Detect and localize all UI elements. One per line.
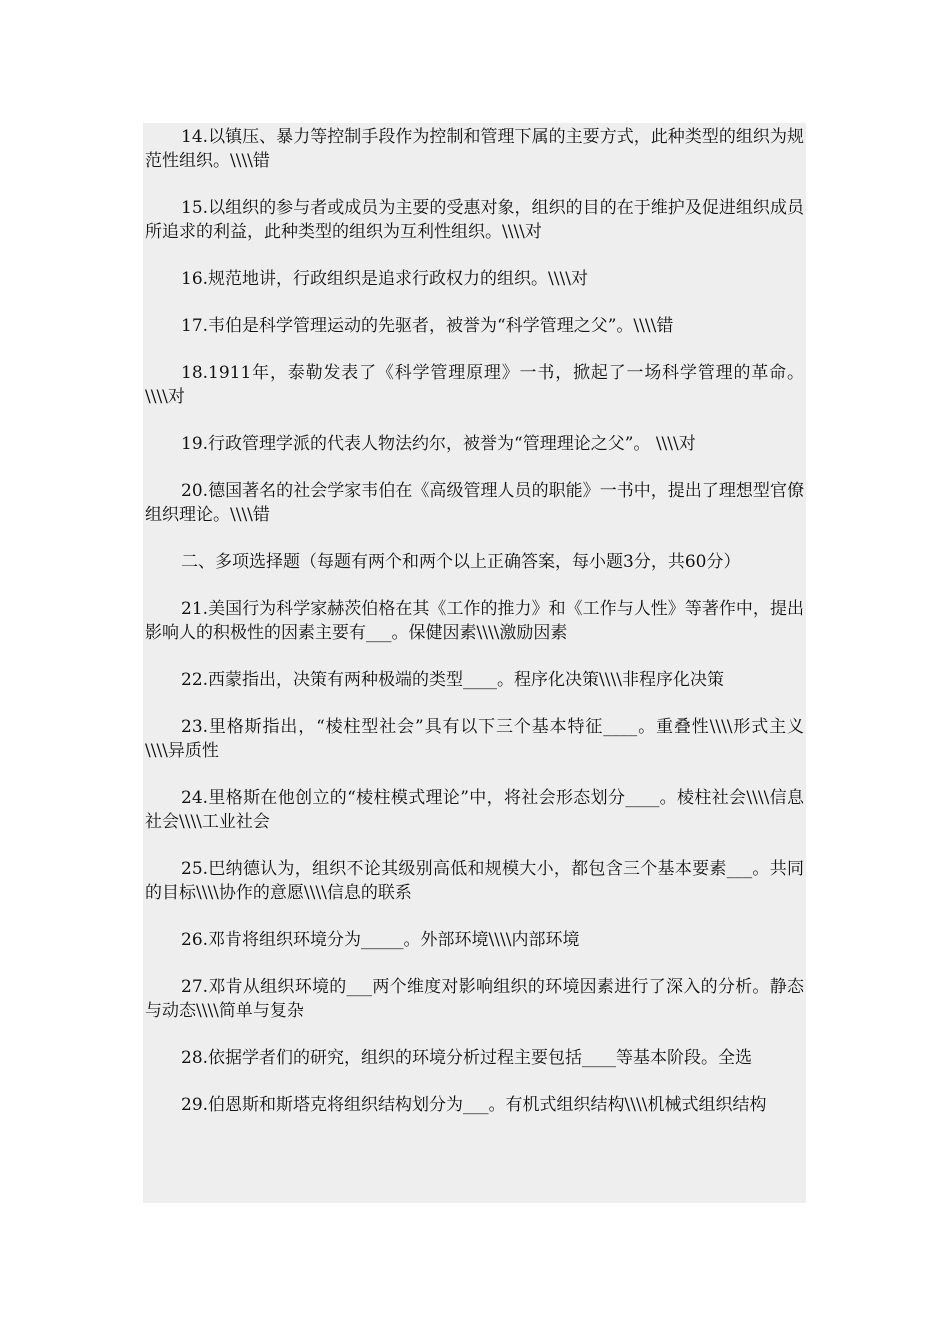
question-27: 27.邓肯从组织环境的___两个维度对影响组织的环境因素进行了深入的分析。静态与动态\\\\简单与复杂	[145, 977, 804, 1021]
question-22: 22.西蒙指出，决策有两种极端的类型____。程序化决策\\\\非程序化决策	[181, 670, 724, 690]
question-23: 23.里格斯指出，“棱柱型社会”具有以下三个基本特征____。重叠性\\\\形式主义\\\\异质性	[145, 717, 804, 761]
section-heading-multiple-choice: 二、多项选择题（每题有两个和两个以上正确答案，每小题3分，共60分）	[181, 552, 741, 572]
question-25: 25.巴纳德认为，组织不论其级别高低和规模大小，都包含三个基本要素___。共同的目标\\\\协作的意愿\\\\信息的联系	[145, 859, 804, 903]
question-28: 28.依据学者们的研究，组织的环境分析过程主要包括____等基本阶段。全选	[181, 1048, 753, 1068]
question-15: 15.以组织的参与者或成员为主要的受惠对象，组织的目的在于维护及促进组织成员所追求的利益，此种类型的组织为互利性组织。\\\\对	[145, 198, 804, 242]
question-24: 24.里格斯在他创立的“棱柱模式理论”中，将社会形态划分____。棱柱社会\\\\信息社会\\\\工业社会	[145, 788, 804, 832]
question-21: 21.美国行为科学家赫茨伯格在其《工作的推力》和《工作与人性》等著作中，提出影响人的积极性的因素主要有___。保健因素\\\\激励因素	[145, 599, 804, 643]
question-17: 17.韦伯是科学管理运动的先驱者，被誉为“科学管理之父”。\\\\错	[181, 316, 674, 336]
question-29: 29.伯恩斯和斯塔克将组织结构划分为___。有机式组织结构\\\\机械式组织结构	[181, 1095, 767, 1115]
question-19: 19.行政管理学派的代表人物法约尔，被誉为“管理理论之父”。 \\\\对	[181, 434, 696, 454]
question-18: 18.1911年，泰勒发表了《科学管理原理》一书，掀起了一场科学管理的革命。\\\\对	[145, 363, 804, 407]
question-20: 20.德国著名的社会学家韦伯在《高级管理人员的职能》一书中，提出了理想型官僚组织理论。\\\\错	[145, 481, 804, 525]
question-14: 14.以镇压、暴力等控制手段作为控制和管理下属的主要方式，此种类型的组织为规范性组织。\\\\错	[145, 127, 804, 171]
question-26: 26.邓肯将组织环境分为_____。外部环境\\\\内部环境	[181, 930, 580, 950]
question-text-block	[143, 123, 806, 1203]
question-16: 16.规范地讲，行政组织是追求行政权力的组织。\\\\对	[181, 269, 588, 289]
